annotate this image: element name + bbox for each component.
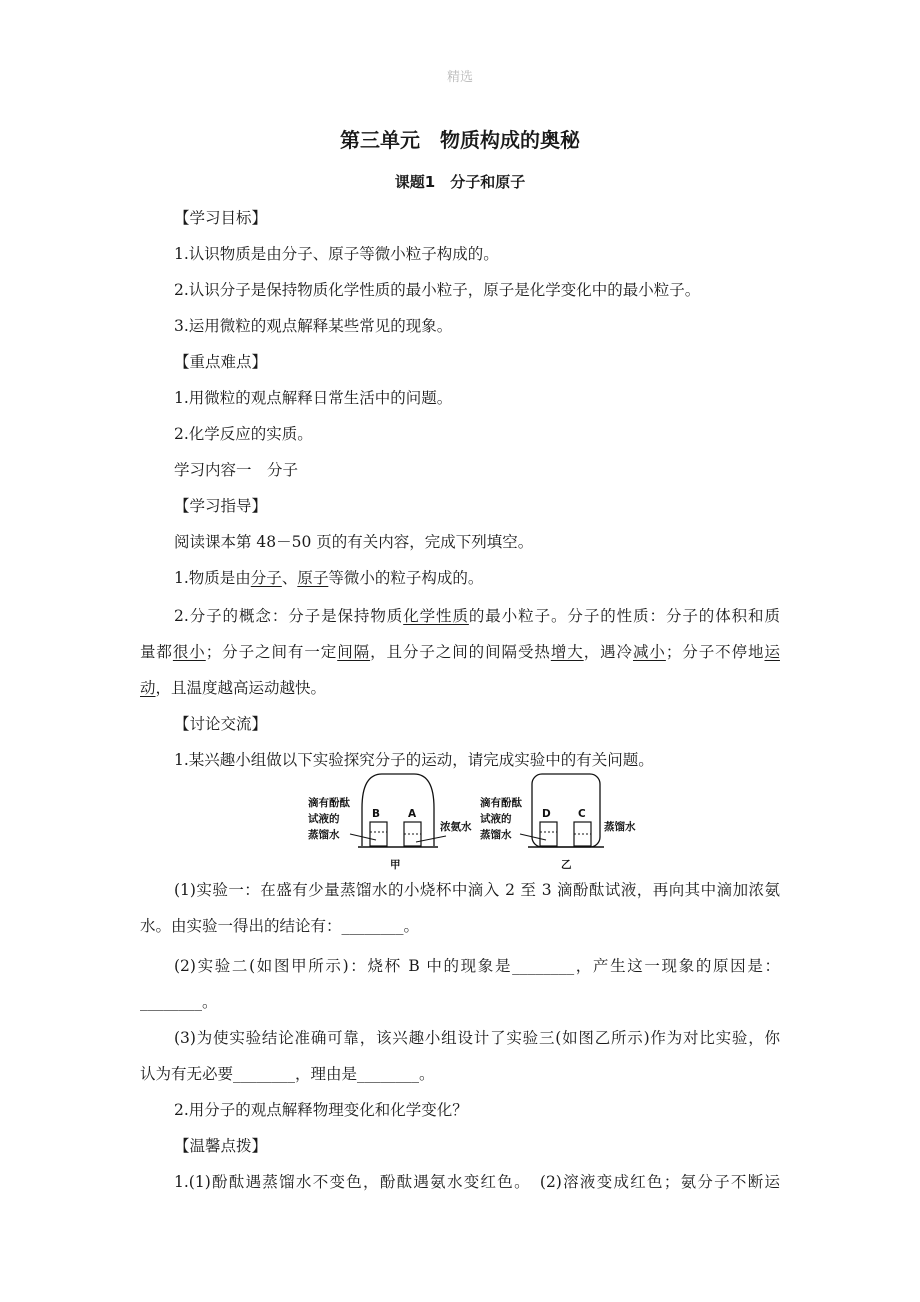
beaker-d (540, 822, 557, 846)
discuss-item-2: 2.用分子的观点解释物理变化和化学变化？ (174, 1101, 468, 1119)
right-label-line-2: 试液的 (480, 813, 512, 825)
beaker-a-label: A (408, 808, 417, 820)
question-2-line-1: (2)实验二(如图甲所示)：烧杯 B 中的现象是________，产生这一现象的原因是： (174, 957, 780, 975)
beaker-b (370, 822, 387, 846)
guide-text: 阅读课本第 48－50 页的有关内容，完成下列填空。 (174, 533, 534, 551)
header-watermark: 精选 (446, 70, 473, 85)
unit-title: 第三单元 物质构成的奥秘 (340, 128, 580, 152)
content-1-heading: 学习内容一 分子 (174, 461, 299, 479)
question-1-line-1: (1)实验一：在盛有少量蒸馏水的小烧杯中滴入 2 至 3 滴酚酞试液，再向其中滴加浓氨 (174, 881, 780, 899)
right-label-line-3: 蒸馏水 (480, 829, 512, 841)
fill-line-1: 1.物质是由分子、原子等微小的粒子构成的。 (174, 569, 484, 587)
lesson-title: 课题1 分子和原子 (394, 173, 526, 191)
answer-blank: 运 (764, 643, 780, 661)
caption-yi: 乙 (561, 859, 572, 871)
beaker-c-desc: 蒸馏水 (604, 821, 636, 833)
answer-blank: 很小 (172, 643, 206, 661)
answer-blank: 动 (140, 679, 156, 697)
question-3-line-2: 认为有无必要________，理由是________。 (140, 1065, 435, 1083)
experiment-figure (306, 770, 636, 878)
guide-heading: 【学习指导】 (174, 497, 268, 515)
key-2: 2.化学反应的实质。 (174, 425, 313, 443)
fill-line-4: 动，且温度越高运动越快。 (140, 679, 327, 697)
right-label-line-1: 滴有酚酞 (480, 797, 522, 809)
beaker-b-label: B (372, 808, 381, 820)
key-heading: 【重点难点】 (174, 353, 268, 371)
answer-blank: 间隔 (337, 643, 371, 661)
goal-1: 1.认识物质是由分子、原子等微小粒子构成的。 (174, 245, 499, 263)
discuss-item-1: 1.某兴趣小组做以下实验探究分子的运动，请完成实验中的有关问题。 (174, 751, 654, 769)
setup-jia (308, 774, 472, 871)
goal-3: 3.运用微粒的观点解释某些常见的现象。 (174, 317, 453, 335)
answer-blank: 化学性质 (403, 607, 469, 625)
left-label-line-2: 试液的 (308, 813, 340, 825)
fill-line-3: 量都很小；分子之间有一定间隔，且分子之间的间隔受热增大，遇冷减小；分子不停地运 (140, 643, 780, 661)
setup-yi (480, 774, 636, 871)
beaker-c-label: C (578, 808, 586, 820)
discuss-heading: 【讨论交流】 (174, 715, 268, 733)
question-3-line-1: (3)为使实验结论准确可靠，该兴趣小组设计了实验三(如图乙所示)作为对比实验，你 (174, 1029, 780, 1047)
experiment-diagram (306, 770, 636, 878)
question-2-line-2: ________。 (140, 993, 218, 1011)
answer-blank: 原子 (297, 569, 329, 587)
key-1: 1.用微粒的观点解释日常生活中的问题。 (174, 389, 453, 407)
beaker-a-desc: 浓氨水 (440, 821, 472, 833)
left-label-line-3: 蒸馏水 (308, 829, 340, 841)
question-1-line-2: 水。由实验一得出的结论有：________。 (140, 917, 420, 935)
beaker-d-label: D (542, 808, 551, 820)
tips-item-1: 1.(1)酚酞遇蒸馏水不变色，酚酞遇氨水变红色。 (2)溶液变成红色；氨分子不断运 (174, 1173, 780, 1191)
pointer-left (350, 834, 376, 840)
left-label-line-1: 滴有酚酞 (308, 797, 350, 809)
answer-blank: 减小 (632, 643, 666, 661)
goals-heading: 【学习目标】 (174, 209, 268, 227)
goal-2: 2.认识分子是保持物质化学性质的最小粒子，原子是化学变化中的最小粒子。 (174, 281, 701, 299)
fill-line-2: 2.分子的概念：分子是保持物质化学性质的最小粒子。分子的性质：分子的体积和质 (174, 607, 780, 625)
caption-jia: 甲 (390, 859, 401, 871)
answer-blank: 增大 (550, 643, 584, 661)
pointer-right (520, 834, 546, 840)
tips-heading: 【温馨点拨】 (174, 1137, 268, 1155)
answer-blank: 分子 (250, 569, 282, 587)
